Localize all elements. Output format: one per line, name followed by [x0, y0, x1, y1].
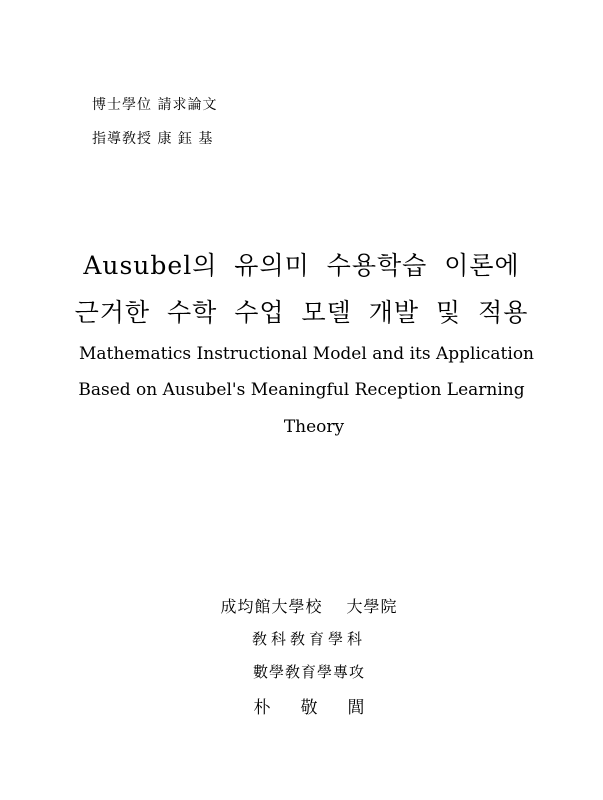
english-title-line-2: Based on Ausubel's Meaningful Reception Learning — [78, 380, 525, 400]
korean-title-line-2: 근거한 수학 수업 모델 개발 및 적용 — [74, 298, 529, 327]
author-name: 朴敬閭 — [253, 698, 395, 718]
university-name: 成均館大學校 大學院 — [220, 597, 398, 616]
advisor-label: 指導敎授 康 鈺 基 — [92, 131, 214, 147]
major-name: 數學敎育學專攻 — [252, 663, 365, 681]
english-title-line-1: Mathematics Instructional Model and its Application — [78, 344, 534, 364]
korean-title-line-1: Ausubel의 유의미 수용학습 이론에 — [83, 251, 520, 280]
department-name: 敎科敎育學科 — [251, 630, 366, 648]
english-title-line-3: Theory — [283, 417, 345, 437]
degree-type-label: 博士學位 請求論文 — [92, 97, 218, 113]
